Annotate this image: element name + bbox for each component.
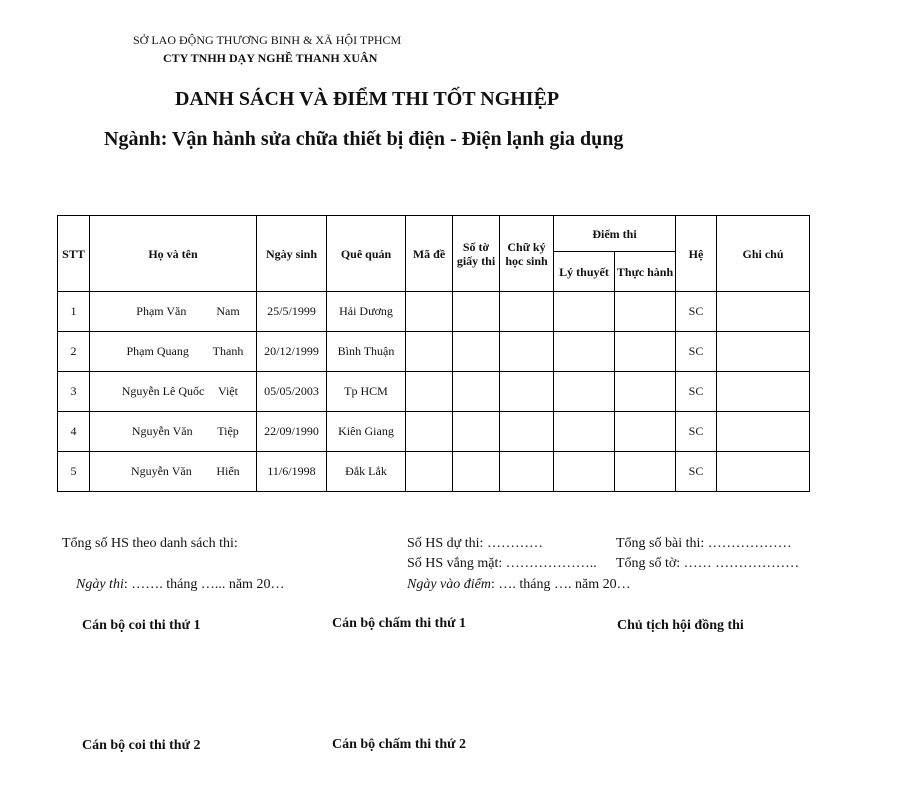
header-stt: STT	[58, 216, 90, 292]
last-name: Việt	[218, 384, 238, 398]
exam-date-label: Ngày thi	[76, 577, 124, 592]
hometown-cell: Tp HCM	[327, 372, 406, 412]
note-cell	[717, 372, 810, 412]
signature-cell	[500, 292, 554, 332]
exam-code-cell	[406, 292, 453, 332]
table-row	[58, 292, 810, 332]
dob-cell: 05/05/2003	[257, 372, 327, 412]
name-cell	[90, 292, 257, 332]
note-cell	[717, 332, 810, 372]
hometown-cell: Bình Thuận	[327, 332, 406, 372]
table-row	[58, 412, 810, 452]
stt-cell: 4	[58, 412, 90, 452]
sheet-count-cell	[453, 292, 500, 332]
header-theory: Lý thuyết	[554, 252, 615, 292]
header-exam-code: Mã đề	[406, 216, 453, 292]
stt-cell: 2	[58, 332, 90, 372]
theory-score-cell	[554, 292, 615, 332]
last-name: Hiển	[216, 464, 240, 478]
last-name: Tiệp	[217, 424, 239, 438]
document-subtitle: Ngành: Vận hành sửa chữa thiết bị điện - Điện lạnh gia dụng	[104, 128, 624, 150]
document-title: DANH SÁCH VÀ ĐIỂM THI TỐT NGHIỆP	[175, 88, 560, 110]
org-name-company: CTY TNHH DẠY NGHỀ THANH XUÂN	[163, 51, 378, 65]
name-cell	[90, 372, 257, 412]
last-name: Nam	[216, 304, 240, 318]
exam-code-cell	[406, 332, 453, 372]
theory-score-cell	[554, 372, 615, 412]
first-name: Nguyễn Văn	[131, 424, 193, 438]
header-dob: Ngày sinh	[257, 216, 327, 292]
sheet-count-cell	[453, 372, 500, 412]
header-practice: Thực hành	[615, 252, 676, 292]
system-cell: SC	[676, 292, 717, 332]
header-note: Ghi chú	[717, 216, 810, 292]
stt-cell: 5	[58, 452, 90, 492]
header-student-signature: Chữ ký học sinh	[500, 216, 554, 292]
signature-cell	[500, 332, 554, 372]
hometown-cell: Hải Dương	[327, 292, 406, 332]
hometown-cell: Đắk Lắk	[327, 452, 406, 492]
total-sheets-label: Tổng số tờ: …… ………………	[616, 556, 800, 571]
sheet-count-cell	[453, 452, 500, 492]
note-cell	[717, 412, 810, 452]
name-cell	[90, 452, 257, 492]
signature-cell	[500, 372, 554, 412]
practice-score-cell	[615, 372, 676, 412]
name-cell	[90, 332, 257, 372]
header-system: Hệ	[676, 216, 717, 292]
first-name: Nguyễn Văn	[130, 464, 192, 478]
org-name-ministry: SỞ LAO ĐỘNG THƯƠNG BINH & XÃ HỘI TPHCM	[133, 33, 402, 47]
system-cell: SC	[676, 332, 717, 372]
system-cell: SC	[676, 412, 717, 452]
grader-2-signature-label: Cán bộ chấm thi thứ 2	[332, 737, 467, 752]
exam-date-value: : ……. tháng …... năm 20…	[123, 577, 285, 592]
dob-cell: 20/12/1999	[257, 332, 327, 372]
entry-date	[407, 577, 631, 593]
exam-date	[76, 577, 284, 593]
system-cell: SC	[676, 452, 717, 492]
entry-date-label: Ngày vào điểm	[407, 577, 491, 592]
header-hometown: Quê quán	[327, 216, 406, 292]
last-name: Thanh	[212, 344, 244, 358]
exam-code-cell	[406, 372, 453, 412]
note-cell	[717, 292, 810, 332]
table-row	[58, 372, 810, 412]
present-count-label: Số HS dự thi: …………	[407, 536, 543, 551]
total-papers-label: Tổng số bài thi: ………………	[616, 536, 792, 551]
theory-score-cell	[554, 412, 615, 452]
sheet-count-cell	[453, 412, 500, 452]
entry-date-value: : …. tháng …. năm 20…	[490, 577, 631, 592]
header-sheet-count: Số tờ giấy thi	[453, 216, 500, 292]
header-score: Điểm thi	[554, 216, 676, 252]
first-name: Phạm Văn	[136, 304, 187, 318]
signature-cell	[500, 412, 554, 452]
exam-code-cell	[406, 452, 453, 492]
stt-cell: 3	[58, 372, 90, 412]
theory-score-cell	[554, 452, 615, 492]
grade-table	[57, 215, 810, 492]
grader-1-signature-label: Cán bộ chấm thi thứ 1	[332, 616, 467, 631]
absent-count-label: Số HS vắng mặt: ………………..	[407, 556, 597, 571]
dob-cell: 11/6/1998	[257, 452, 327, 492]
theory-score-cell	[554, 332, 615, 372]
proctor-2-signature-label: Cán bộ coi thi thứ 2	[82, 738, 201, 753]
hometown-cell: Kiên Giang	[327, 412, 406, 452]
dob-cell: 22/09/1990	[257, 412, 327, 452]
table-row	[58, 332, 810, 372]
sheet-count-cell	[453, 332, 500, 372]
note-cell	[717, 452, 810, 492]
first-name: Nguyễn Lê Quốc	[121, 384, 205, 398]
exam-code-cell	[406, 412, 453, 452]
stt-cell: 1	[58, 292, 90, 332]
practice-score-cell	[615, 292, 676, 332]
system-cell: SC	[676, 372, 717, 412]
header-name: Họ và tên	[90, 216, 257, 292]
chair-signature-label: Chủ tịch hội đồng thi	[617, 618, 744, 633]
practice-score-cell	[615, 452, 676, 492]
dob-cell: 25/5/1999	[257, 292, 327, 332]
total-list-label: Tổng số HS theo danh sách thi:	[62, 536, 238, 551]
first-name: Phạm Quang	[126, 344, 189, 358]
proctor-1-signature-label: Cán bộ coi thi thứ 1	[82, 618, 201, 633]
name-cell	[90, 412, 257, 452]
practice-score-cell	[615, 412, 676, 452]
practice-score-cell	[615, 332, 676, 372]
table-row	[58, 452, 810, 492]
signature-cell	[500, 452, 554, 492]
